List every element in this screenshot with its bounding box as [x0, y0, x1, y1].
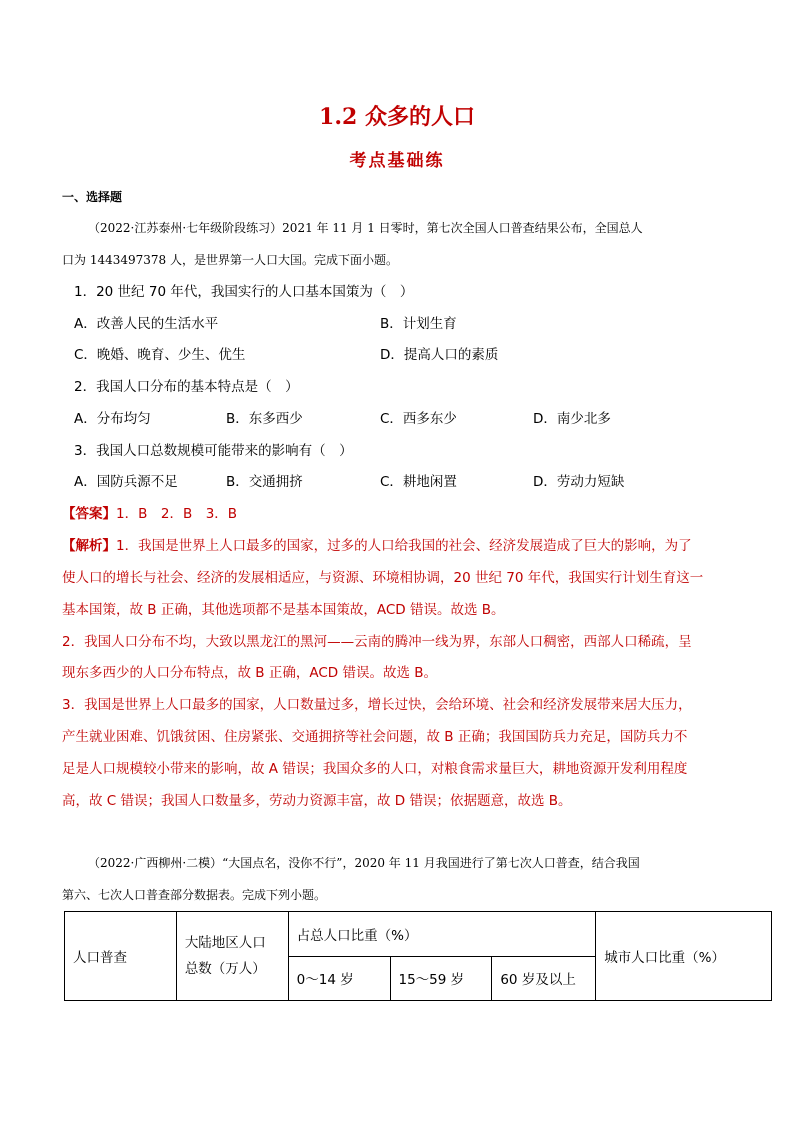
q1-option-b: B．计划生育: [380, 316, 457, 332]
question-2-stem: 2．我国人口分布的基本特点是（ ）: [74, 379, 299, 395]
question-1-stem: 1．20 世纪 70 年代，我国实行的人口基本国策为（ ）: [74, 284, 414, 300]
q2-option-c: C．西多东少: [380, 411, 457, 427]
header-population-ratio: 占总人口比重（%）: [288, 912, 596, 957]
analysis-line-4: 2．我国人口分布不均，大致以黑龙江的黑河——云南的腾冲一线为界，东部人口稠密，西部人口稀疏，呈: [62, 634, 692, 650]
q1-option-a: A．改善人民的生活水平: [74, 316, 219, 332]
answer-line: [62, 504, 237, 524]
analysis-tag: 【解析】: [62, 538, 116, 554]
section-heading: 一、选择题: [62, 190, 123, 204]
group1-intro-line1: （2022·江苏泰州·七年级阶段练习）2021 年 11 月 1 日零时，第七次全国人口普查结果公布，全国总人: [88, 221, 643, 235]
q2-option-d: D．南少北多: [533, 411, 611, 427]
subheader-age-0-14: 0～14 岁: [288, 956, 390, 1001]
header-total-population: [176, 912, 288, 1001]
analysis-line-7: 产生就业困难、饥饿贫困、住房紧张、交通拥挤等社会问题，故 B 正确；我国国防兵力充足，国防兵力不: [62, 729, 688, 745]
header-urban-ratio: 城市人口比重（%）: [596, 912, 772, 1001]
q3-option-c: C．耕地闲置: [380, 474, 457, 490]
subheader-age-60-plus: 60 岁及以上: [492, 956, 596, 1001]
q1-option-c: C．晚婚、晚育、少生、优生: [74, 347, 246, 363]
q2-option-b: B．东多西少: [226, 411, 303, 427]
analysis-text: 1．我国是世界上人口最多的国家，过多的人口给我国的社会、经济发展造成了巨大的影响，为了: [116, 538, 692, 554]
group1-intro-line2: 口为 1443497378 人，是世界第一人口大国。完成下面小题。: [62, 253, 398, 267]
header-total-line2: 总数（万人）: [184, 961, 266, 977]
answer-text: 1．B 2．B 3．B: [116, 506, 238, 522]
census-data-table: [64, 911, 772, 1001]
q3-option-b: B．交通拥挤: [226, 474, 303, 490]
question-3-stem: 3．我国人口总数规模可能带来的影响有（ ）: [74, 443, 353, 459]
analysis-line-1: [62, 536, 692, 556]
q3-option-d: D．劳动力短缺: [533, 474, 625, 490]
page-title: 1.2 众多的人口: [319, 104, 475, 130]
header-census: 人口普查: [65, 912, 177, 1001]
analysis-line-3: 基本国策，故 B 正确，其他选项都不是基本国策故，ACD 错误。故选 B。: [62, 602, 505, 618]
page-subtitle: 考点基础练: [349, 151, 445, 171]
q2-option-a: A．分布均匀: [74, 411, 151, 427]
analysis-line-2: 使人口的增长与社会、经济的发展相适应，与资源、环境相协调，20 世纪 70 年代，我国实行计划生育这一: [62, 570, 704, 586]
analysis-line-9: 高，故 C 错误；我国人口数量多，劳动力资源丰富，故 D 错误；依据题意，故选 B。: [62, 793, 572, 809]
header-total-line1: 大陆地区人口: [184, 935, 266, 951]
analysis-line-5: 现东多西少的人口分布特点，故 B 正确，ACD 错误。故选 B。: [62, 665, 438, 681]
group2-intro-line1: （2022·广西柳州·二模）“大国点名，没你不行”，2020 年 11 月我国进行了第七次人口普查，结合我国: [88, 856, 640, 870]
q3-option-a: A．国防兵源不足: [74, 474, 178, 490]
group2-intro-line2: 第六、七次人口普查部分数据表。完成下列小题。: [62, 888, 327, 902]
subheader-age-15-59: 15～59 岁: [390, 956, 492, 1001]
analysis-line-8: 足是人口规模较小带来的影响，故 A 错误；我国众多的人口，对粮食需求量巨大，耕地资源开发利用程度: [62, 761, 688, 777]
answer-tag: 【答案】: [62, 506, 116, 522]
q1-option-d: D．提高人口的素质: [380, 347, 499, 363]
analysis-line-6: 3．我国是世界上人口最多的国家，人口数量过多，增长过快，会给环境、社会和经济发展带来居大压力，: [62, 697, 692, 713]
